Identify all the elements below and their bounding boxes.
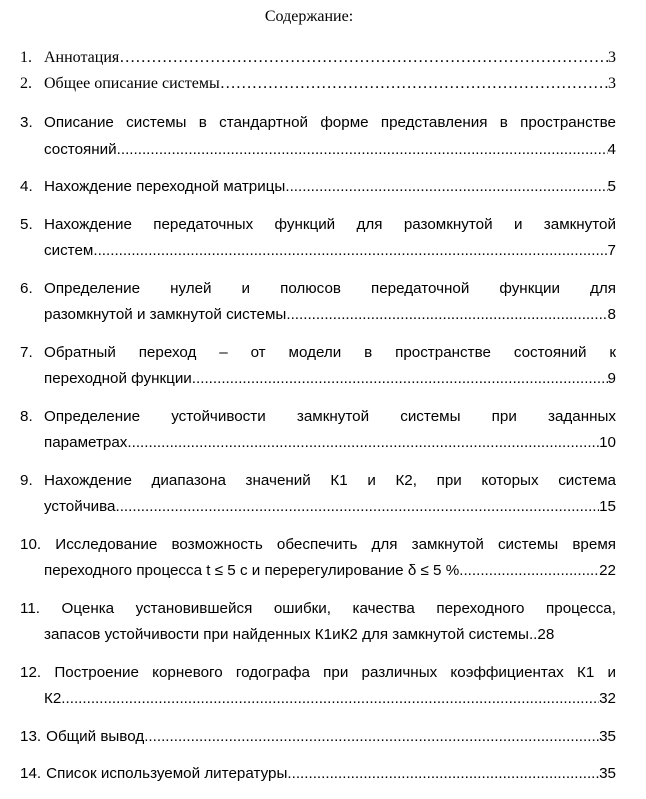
toc-entry-page: 4 [607, 140, 616, 158]
toc-entry-title-first-line: Обратный переход – от модели в пространстве состояний к [44, 343, 616, 361]
toc-entry-10 [20, 532, 616, 585]
dot-leader [144, 724, 599, 751]
toc-entry-title: параметрах [44, 434, 128, 451]
toc-entry-page: 35 [599, 727, 616, 745]
toc-entry-title: разомкнутой и замкнутой системы [44, 306, 287, 323]
toc-entry-2 [20, 71, 616, 97]
toc-entry-page: 32 [599, 690, 616, 707]
toc-entry-title-first-line-text: Оценка установившейся ошибки, качества переходного процесса, [61, 599, 616, 617]
toc-entry-number: 7. [20, 343, 33, 361]
dot-leader [192, 366, 608, 393]
toc-entry-page: 3 [608, 75, 616, 92]
table-of-contents [20, 45, 616, 799]
toc-entry-14 [20, 761, 616, 788]
toc-entry-title: Аннотация [44, 49, 120, 66]
toc-entry-number: 9. [20, 471, 33, 489]
toc-entry-title-first-line: Определение нулей и полюсов передаточной функции для [44, 279, 616, 297]
toc-entry-page: 7 [607, 242, 616, 259]
toc-entry-number: 6. [20, 279, 33, 297]
toc-entry-13 [20, 724, 616, 751]
toc-entry-title: переходного процесса t ≤ 5 с и перерегулирование δ ≤ 5 %. [44, 562, 464, 579]
toc-entry-9 [20, 468, 616, 521]
toc-entry-4 [20, 174, 616, 201]
toc-entry-title: устойчива [44, 498, 116, 515]
toc-entry-3 [20, 110, 616, 163]
toc-entry-5 [20, 212, 616, 265]
dot-leader [61, 686, 599, 713]
toc-entry-title: К2 [44, 690, 62, 707]
page-title: Содержание: [264, 8, 354, 25]
toc-entry-title: Общее описание системы [44, 75, 220, 92]
toc-entry-page: 5 [607, 178, 616, 195]
toc-entry-number: 4. [20, 178, 33, 195]
toc-entry-title: Список используемой литературы [46, 765, 288, 782]
toc-entry-number: 8. [20, 407, 33, 425]
toc-entry-page: 28 [537, 626, 555, 643]
toc-entry-number: 10. [20, 535, 42, 553]
toc-entry-number: 14. [20, 765, 42, 782]
toc-entry-12 [20, 660, 616, 713]
toc-entry-title-first-line-text: Построение корневого годографа при различных коэффициентах К1 и [54, 663, 616, 681]
dot-leader [287, 761, 599, 788]
dot-leader [285, 174, 607, 201]
dot-leader [117, 137, 608, 164]
dot-leader [115, 494, 599, 521]
toc-entry-title-first-line: Описание системы в стандартной форме представления в пространстве [44, 114, 616, 131]
toc-entry-title-first-line-text: Исследование возможность обеспечить для замкнутой системы время [55, 535, 616, 553]
dot-leader [286, 302, 607, 329]
toc-entry-title-first-line [20, 596, 616, 623]
toc-entry-title-first-line: Нахождение передаточных функций для разомкнутой и замкнутой [44, 215, 616, 233]
dot-leader [119, 45, 608, 71]
dot-leader [463, 558, 599, 585]
toc-entry-page: 8 [607, 306, 616, 323]
toc-entry-title: систем. [44, 242, 98, 259]
toc-entry-page: 3 [608, 49, 616, 66]
toc-entry-number: 13. [20, 727, 42, 745]
toc-entry-title: Общий вывод [46, 727, 145, 745]
toc-entry-title-first-line [20, 660, 616, 687]
toc-entry-6 [20, 276, 616, 329]
toc-entry-page: 10 [599, 434, 616, 451]
toc-entry-title-first-line [20, 532, 616, 559]
toc-entry-title: запасов устойчивости при найденных К1иК2 для замкнутой системы.. [44, 626, 538, 643]
toc-entry-number: 11. [20, 599, 40, 617]
toc-entry-page: 35 [599, 765, 616, 782]
toc-entry-title-first-line: Определение устойчивости замкнутой системы при заданных [44, 407, 616, 425]
toc-entry-title: состояний [44, 140, 117, 158]
toc-entry-title: Нахождение переходной матрицы [44, 178, 286, 195]
toc-entry-number: 5. [20, 215, 33, 233]
toc-entry-title: переходной функции [44, 370, 192, 387]
toc-entry-8 [20, 404, 616, 457]
toc-entry-page: 15 [599, 498, 616, 515]
dot-leader [98, 238, 608, 265]
toc-entry-7 [20, 340, 616, 393]
toc-entry-number: 2. [20, 75, 32, 92]
toc-entry-page: 22 [599, 562, 616, 579]
toc-entry-page: 9 [607, 370, 616, 387]
toc-entry-1 [20, 45, 616, 71]
toc-entry-number: 12. [20, 663, 42, 681]
toc-entry-number: 3. [20, 114, 33, 131]
dot-leader [220, 71, 608, 97]
toc-entry-title-first-line: Нахождение диапазона значений К1 и К2, при которых система [44, 471, 616, 489]
toc-entry-number: 1. [20, 49, 32, 66]
dot-leader [127, 430, 599, 457]
toc-entry-11 [20, 596, 616, 649]
